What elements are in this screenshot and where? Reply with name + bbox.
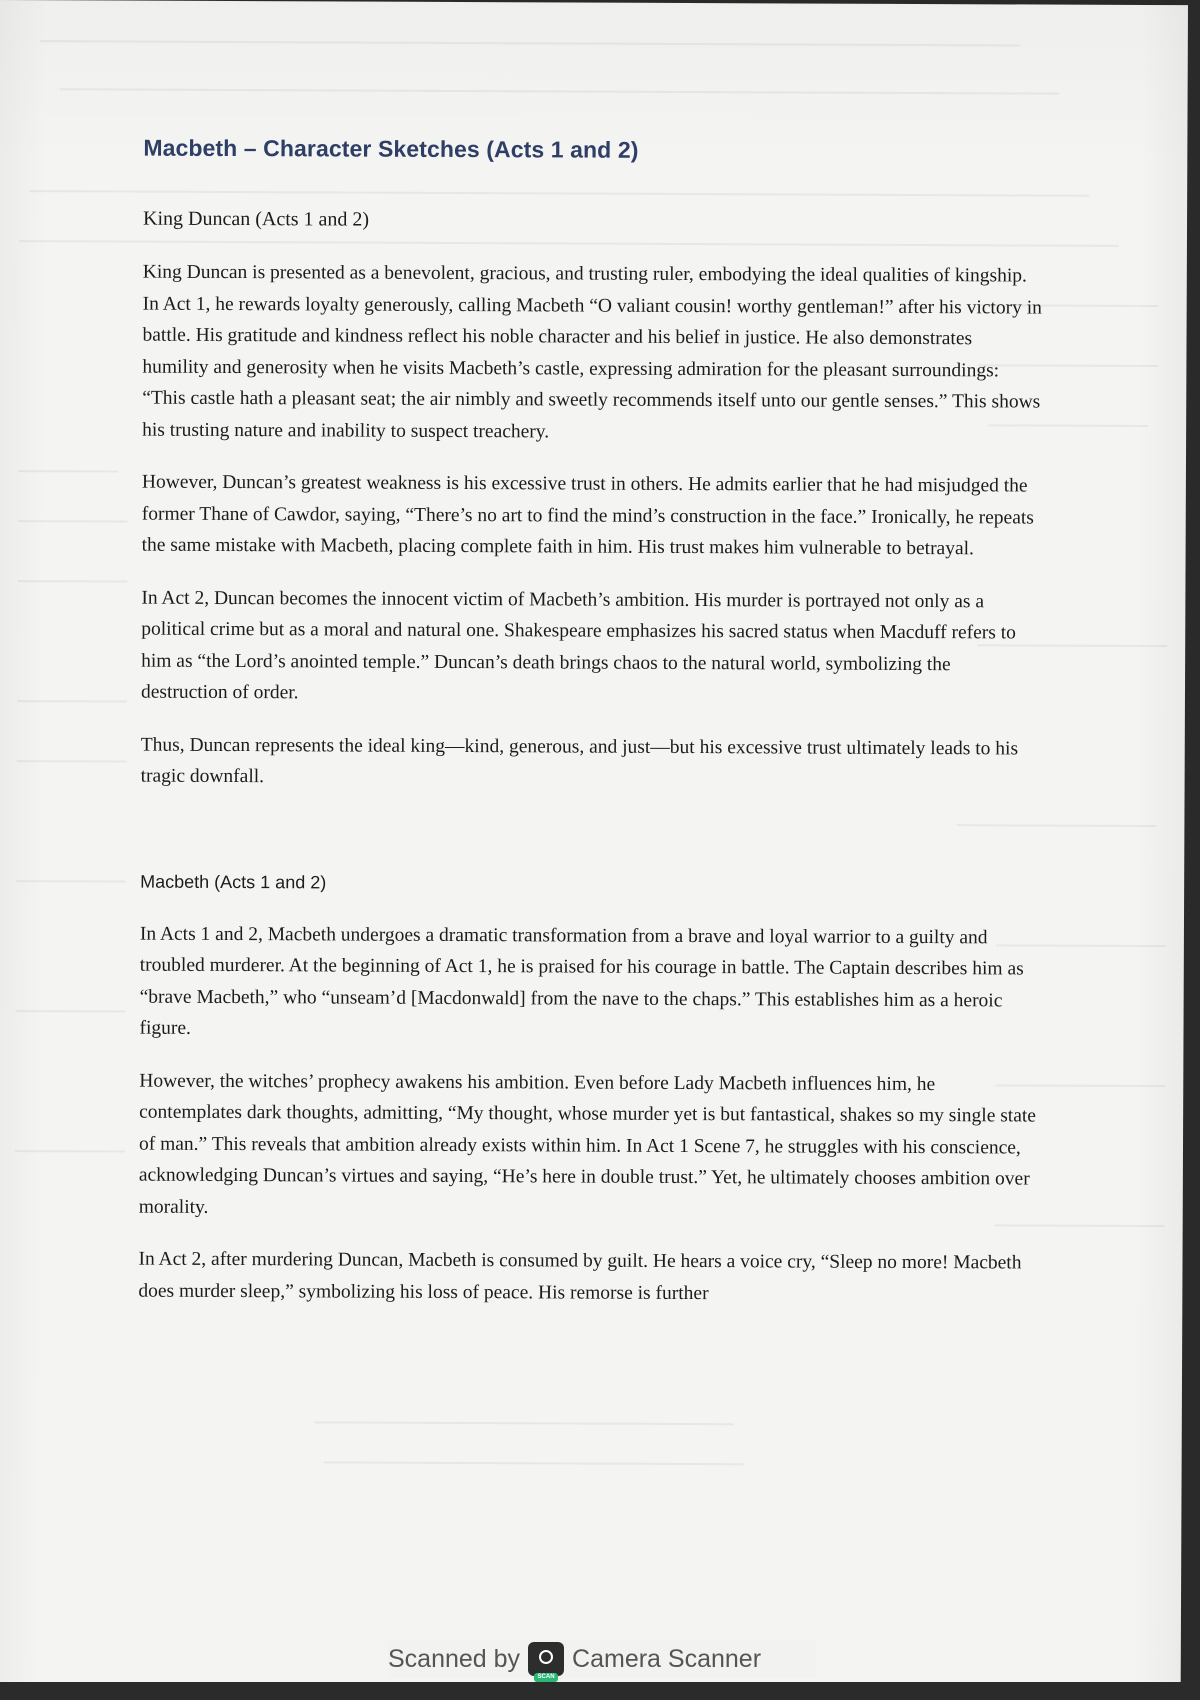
section-macbeth (138, 871, 1040, 1310)
section-heading-macbeth: Macbeth (Acts 1 and 2) (140, 871, 327, 892)
scan-badge: SCAN (534, 1673, 558, 1682)
paragraph: Thus, Duncan represents the ideal king—kind, generous, and just—but his excessive trust ultimately leads to his tragic downfall. (140, 734, 1019, 788)
section-king-duncan (141, 208, 1044, 796)
section-heading-duncan: King Duncan (Acts 1 and 2) (142, 207, 370, 231)
scanner-bottom-bar (0, 1682, 1200, 1700)
watermark-app-name: Camera Scanner (572, 1644, 762, 1673)
camera-icon (528, 1642, 564, 1680)
scanner-watermark (388, 1640, 816, 1678)
document-title: Macbeth – Character Sketches (Acts 1 and 2) (143, 134, 639, 163)
paragraph: However, the witches’ prophecy awakens his ambition. Even before Lady Macbeth influences him, he contemplates dark thoughts, admitting, “My thought, whose murder yet is but fantastical, shakes so my single state of man.” This reveals that ambition already exists within him. In Act 1 Scene 7, he struggles with his conscience, acknowledging Duncan’s virtues and saying, “He’s here in double trust.” Yet, he ultimately chooses ambition over morality. (138, 1070, 1037, 1218)
paragraph: In Acts 1 and 2, Macbeth undergoes a dramatic transformation from a brave and loyal warrior to a guilty and troubled murderer. At the beginning of Act 1, he is praised for his courage in battle. The Captain describes him as “brave Macbeth,” who “unseam’d [Macdonwald] from the nave to the chaps.” This establishes him as a heroic figure. (139, 923, 1024, 1039)
section-gap (140, 813, 1040, 875)
paragraph: In Act 2, Duncan becomes the innocent victim of Macbeth’s ambition. His murder is portrayed not only as a political crime but as a moral and natural one. Shakespeare emphasizes his sacred status when Macduff refers to him as “the Lord’s anointed temple.” Duncan’s death brings chaos to the natural world, symbolizing the destruction of order. (140, 587, 1016, 704)
paragraph: King Duncan is presented as a benevolent, gracious, and trusting ruler, embodying the ideal qualities of kingship. In Act 1, he rewards loyalty generously, calling Macbeth “O valiant cousin! worthy gentleman!” after his victory in battle. His gratitude and kindness reflect his noble character and his belief in justice. He also demonstrates humility and generosity when he visits Macbeth’s castle, expressing admiration for the pleasant surroundings: “This castle hath a pleasant seat; the air nimbly and sweetly recommends itself unto our gentle senses.” This shows his trusting nature and inability to suspect treachery. (142, 261, 1042, 442)
watermark-prefix: Scanned by (388, 1644, 521, 1673)
paragraph: In Act 2, after murdering Duncan, Macbeth is consumed by guilt. He hears a voice cry, “Sleep no more! Macbeth does murder sleep,” symbolizing his loss of peace. His remorse is further (138, 1248, 1022, 1304)
document-body (138, 135, 1043, 1332)
camera-lens-shape (539, 1650, 553, 1664)
paragraph: However, Duncan’s greatest weakness is his excessive trust in others. He admits earlier that he had misjudged the former Thane of Cawdor, saying, “There’s no art to find the mind’s construction in the face.” Ironically, he repeats the same mistake with Macbeth, placing complete faith in him. His trust makes him vulnerable to betrayal. (141, 471, 1034, 560)
